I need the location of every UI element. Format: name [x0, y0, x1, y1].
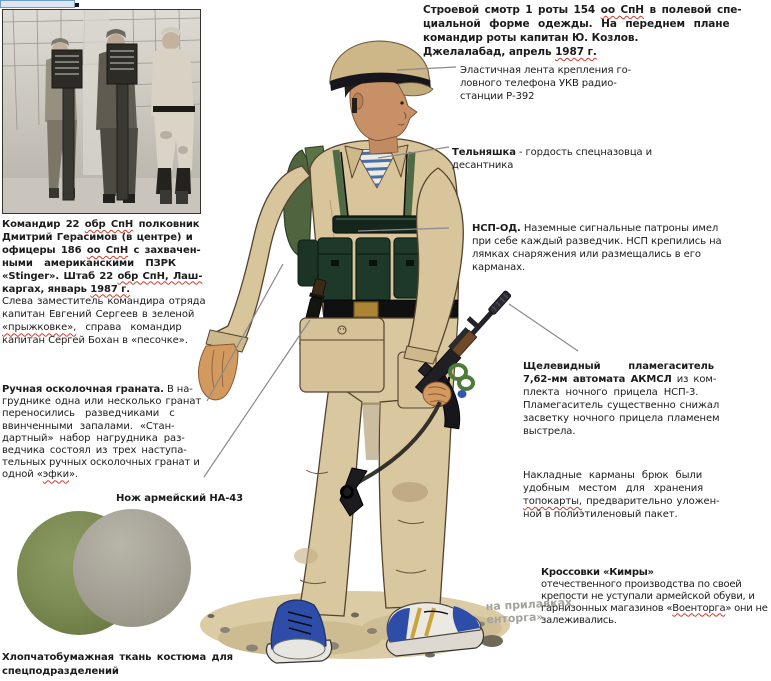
trouser-right-leg	[379, 396, 452, 608]
side-pouch	[298, 240, 318, 286]
cargo-pocket-left	[300, 318, 384, 392]
cup-2	[176, 191, 188, 204]
nsp-od-note: НСП-ОД. Наземные сигнальные патроны имел при себе каждый разведчик. НСП крепились на лямках снаряжения или размещались в его карманах.	[472, 223, 722, 273]
sling-blue-bit	[458, 390, 467, 398]
mag-pouch-2	[356, 238, 390, 302]
commander-photo-caption: Командир 22 обр СпН полковник Дмитрий Герасимов (в центре) и офицеры 186 оо СпН с захвачен- ными американскими ПЗРК «Stinger». Штаб 22 обр СпН, Лаш- каргах, январь 1987 г. Слева заместитель командира отряда капитан Евгений Сергеев в зеленой «прыжковке», справа командир капитан Сергей Бохан в «песочке».	[2, 219, 206, 347]
flash-suppressor-note: Щелевидный пламегаситель 7,62-мм автомата АКМСЛ из ком- плекта ночного прицела НСП-3. Пламегаситель существенно снижал засветку ночного прицела пламенем выстрела.	[523, 361, 720, 437]
background-text-fragment: на прилавках енторга»	[485, 595, 573, 627]
fabric-swatch-label: Хлопчатобумажная ткань костюма для спецподразделений	[2, 652, 233, 677]
fabric-swatch-gray	[73, 509, 191, 627]
sideburn	[352, 98, 357, 113]
sling-wrap-green-2	[459, 377, 473, 389]
sneakers-note: Кроссовки «Кимры» отечественного производства по своей крепости не уступали армейской обуви, и гарнизонных магазинов «Военторга» они не залеживались.	[541, 567, 768, 626]
photo-caption-parade: Строевой смотр 1 роты 154 оо СпН в полевой спе- циальной форме одежды. На переднем плане командир роты капитан Ю. Козлов. Джелалабад, апрель 1987 г.	[423, 4, 742, 58]
front-sight	[467, 316, 479, 328]
callout-line-flash	[509, 304, 578, 351]
head	[330, 41, 433, 154]
toe-left-white	[273, 639, 325, 659]
selection-handle-dot	[75, 3, 79, 7]
partial-selection-box	[0, 0, 75, 8]
photo-drawing	[3, 10, 200, 213]
belt-buckle	[354, 302, 378, 317]
rig-strap-right	[408, 152, 412, 216]
grenade-note: Ручная осколочная граната. В на- груднике одна или несколько гранат переносились разведчиками с ввинченными запалами. «Стан- дартный» набор нагрудника раз- ведчика состоял из трех наступа- тельных ручных осколочных гранат и одной «эфки».	[2, 384, 202, 481]
bw-photo-three-officers-stinger	[2, 9, 201, 214]
telnyashka-note: Тельняшка - гордость спецназовца и десантника	[452, 147, 653, 171]
crotch-shading	[362, 402, 380, 460]
soldier-figure	[199, 41, 549, 663]
knife-label: Нож армейский НА-43	[116, 493, 244, 504]
trouser-pockets-note: Накладные карманы брюк были удобным местом для хранения топокарты, предварительно уложен- ной в полиэтиленовый пакет.	[523, 470, 720, 520]
cup-1	[160, 190, 172, 204]
eye	[400, 101, 403, 104]
elastic-band-note: Эластичная лента крепления го- ловного телефона УКВ радио- станции Р-392	[460, 65, 632, 102]
flash-suppressor	[488, 290, 511, 315]
